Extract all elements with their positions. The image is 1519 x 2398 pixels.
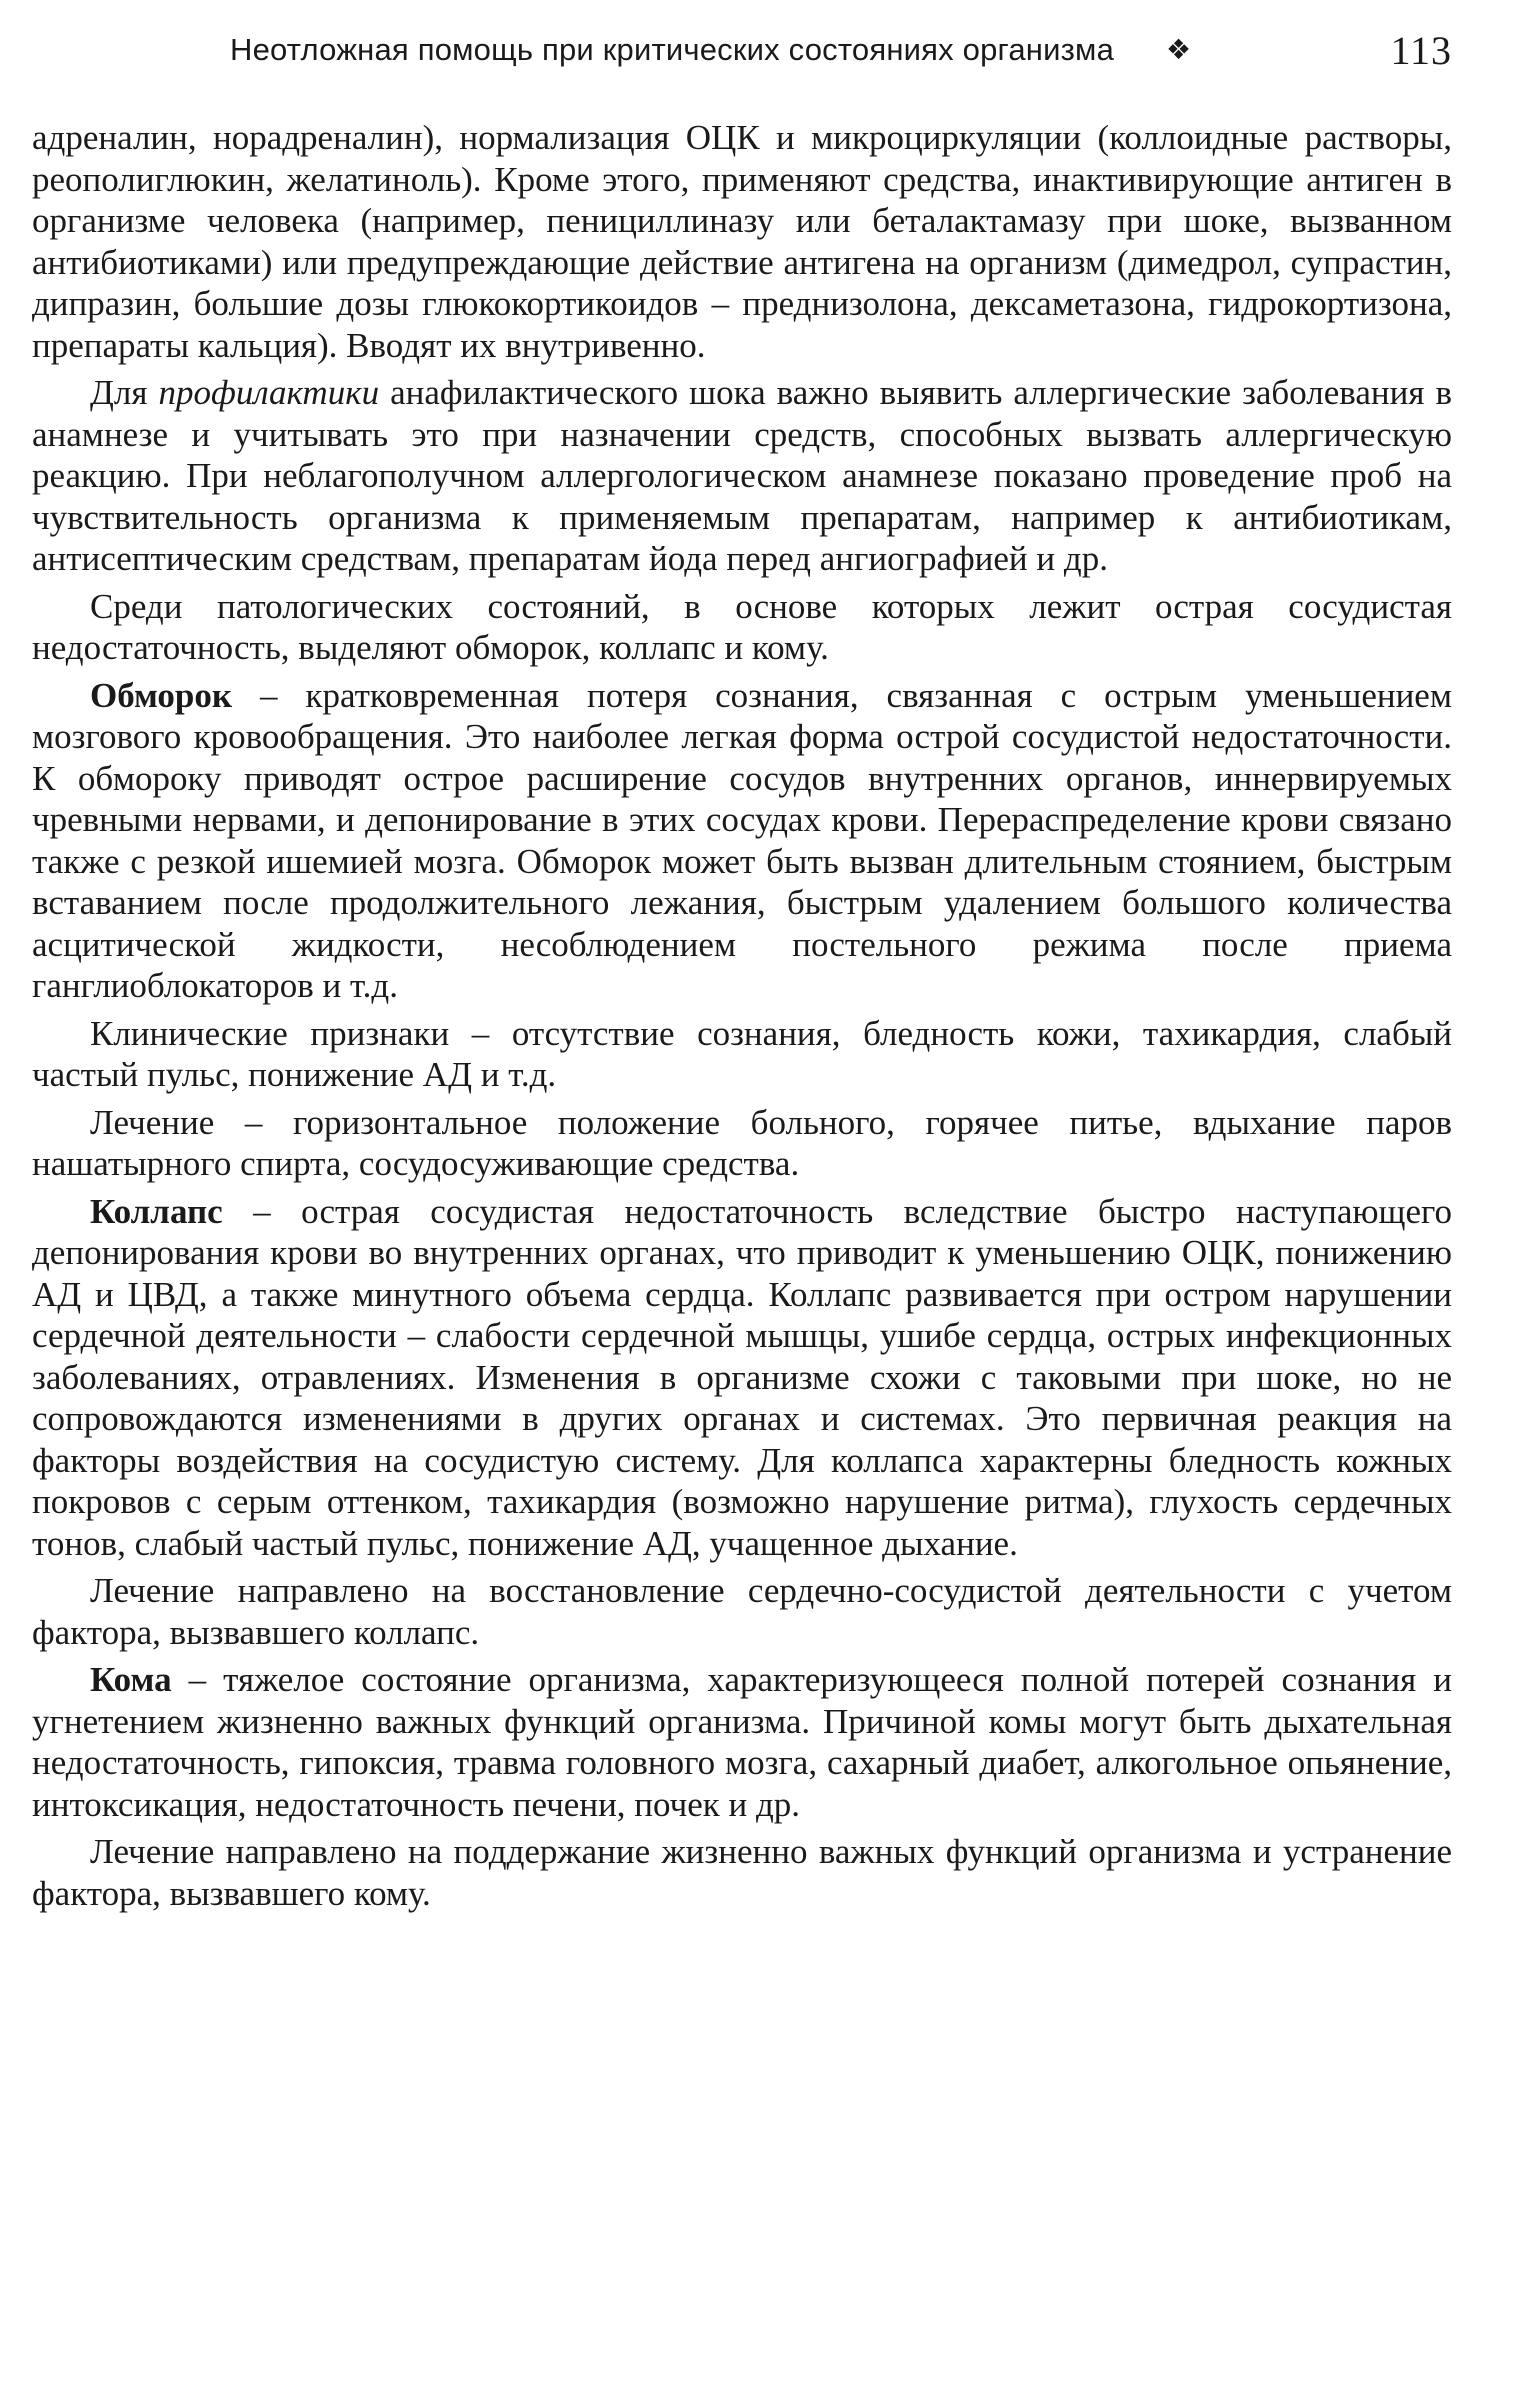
paragraph-collapse — [32, 1191, 1452, 1565]
bold-term: Кома — [90, 1660, 172, 1699]
paragraph-text: адреналин, норадреналин), нормализация ОЦК и микроциркуляции (коллоидные растворы, реополиглюкин, желатиноль). Кроме этого, применяют средства, инактивирующие антиген в организме человека (например, пенициллиназу или беталактамазу при шоке, вызванном антибиотиками) или предупреждающие действие антигена на организм (димедрол, супрастин, дипразин, большие дозы глюкокортикоидов – преднизолона, дексаметазона, гидрокортизона, препараты кальция). Вводят их внутривенно. — [32, 118, 1452, 365]
italic-term: профилактики — [158, 373, 380, 412]
paragraph-continuation — [32, 117, 1452, 366]
paragraph-text: – острая сосудистая недостаточность вследствие быстро наступающего депонирования крови во внутренних органах, что приводит к уменьшению ОЦК, понижению АД и ЦВД, а также минутного объема сердца. Коллапс развивается при остром нарушении сердечной деятельности – слабости сердечной мышцы, ушибе сердца, острых инфекционных заболеваниях, отравлениях. Изменения в организме схожи с таковыми при шоке, но не сопровождаются изменениями в других органах и системах. Это первичная реакция на факторы воздействия на сосудистую систему. Для коллапса характерны бледность кожных покровов с серым оттенком, тахикардия (возможно нарушение ритма), глухость сердечных тонов, слабый частый пульс, понижение АД, учащенное дыхание. — [32, 1191, 1452, 1563]
paragraph-collapse-treatment — [32, 1570, 1452, 1653]
paragraph-text: – тяжелое состояние организма, характеризующееся полной потерей сознания и угнетением жизненно важных функций организма. Причиной комы могут быть дыхательная недостаточность, гипоксия, травма головного мозга, сахарный диабет, алкогольное опьянение, интоксикация, недостаточность печени, почек и др. — [32, 1660, 1452, 1824]
paragraph-lead: Для — [90, 373, 159, 412]
paragraph-text: – кратковременная потеря сознания, связанная с острым уменьшением мозгового кровообращения. Это наиболее легкая форма острой сосудистой недостаточности. К обмороку приводят острое расширение сосудов внутренних органов, иннервируемых чревными нервами, и депонирование в этих сосудах крови. Перераспределение крови связано также с резкой ишемией мозга. Обморок может быть вызван длительным стоянием, быстрым вставанием после продолжительного лежания, быстрым удалением большого количества асцитической жидкости, несоблюдением постельного режима после приема ганглиоблокаторов и т.д. — [32, 675, 1452, 1005]
paragraph-syncope — [32, 675, 1452, 1007]
paragraph-text: анафилактического шока важно выявить аллергические заболевания в анамнезе и учитывать это при назначении средств, способных вызвать аллергическую реакцию. При неблагополучном аллергологическом анамнезе показано проведение проб на чувствительность организма к применяемым препаратам, например к антибиотикам, антисептическим средствам, препаратам йода перед ангиографией и др. — [32, 373, 1452, 578]
bold-term: Коллапс — [90, 1191, 223, 1231]
running-head — [230, 27, 1452, 73]
paragraph-text: Лечение направлено на поддержание жизненно важных функций организма и устранение фактора, вызвавшего кому. — [32, 1832, 1452, 1913]
page-number: 113 — [1390, 27, 1452, 73]
bold-term: Обморок — [90, 675, 233, 715]
paragraph-text: Лечение – горизонтальное положение больного, горячее питье, вдыхание паров нашатырного спирта, сосудосуживающие средства. — [32, 1102, 1452, 1183]
paragraph-vascular-insufficiency — [32, 586, 1452, 669]
page-body — [32, 117, 1452, 1920]
paragraph-syncope-treatment — [32, 1102, 1452, 1185]
paragraph-coma-treatment — [32, 1831, 1452, 1914]
paragraph-text: Клинические признаки – отсутствие сознания, бледность кожи, тахикардия, слабый частый пульс, понижение АД и т.д. — [32, 1013, 1452, 1094]
paragraph-coma — [32, 1659, 1452, 1825]
paragraph-prophylaxis — [32, 372, 1452, 580]
paragraph-text: Лечение направлено на восстановление сердечно-сосудистой деятельности с учетом фактора, вызвавшего коллапс. — [32, 1571, 1452, 1652]
running-head-title: Неотложная помощь при критических состояниях организма — [230, 32, 1115, 67]
paragraph-text: Среди патологических состояний, в основе которых лежит острая сосудистая недостаточность, выделяют обморок, коллапс и кому. — [32, 586, 1452, 667]
diamond-ornament-icon: ❖ — [1166, 34, 1192, 65]
paragraph-clinical-signs — [32, 1013, 1452, 1096]
